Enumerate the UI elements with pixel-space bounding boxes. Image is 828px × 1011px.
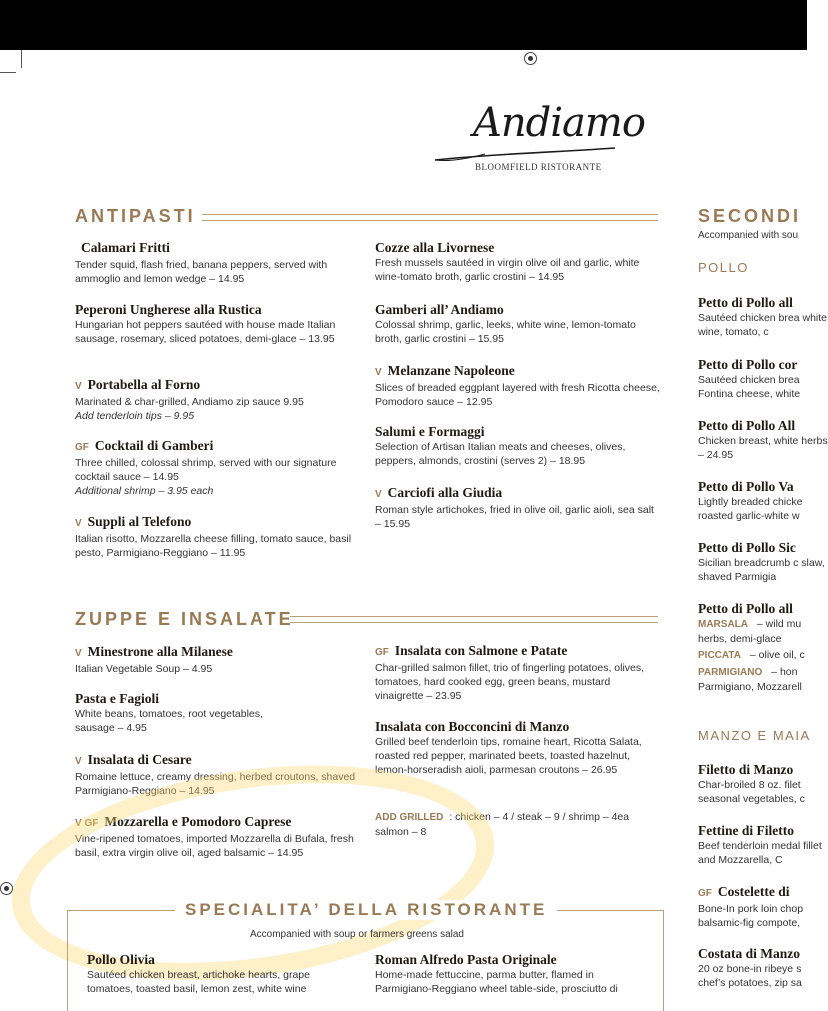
item-name: Petto di Pollo All — [698, 418, 796, 433]
item-description: Roman style artichokes, fried in olive oil, garlic aioli, sea salt – 15.95 — [375, 504, 654, 530]
item-description: Lightly breaded chicke roasted garlic-white w — [698, 496, 803, 522]
item-description: Beef tenderloin medal fillet and Mozzarella, C — [698, 840, 822, 866]
item-name: Suppli al Telefono — [87, 514, 192, 529]
logo-subtitle: BLOOMFIELD RISTORANTE — [475, 162, 602, 172]
item-name: Filetto di Manzo — [698, 762, 794, 777]
item-name: Costelette di — [717, 884, 790, 899]
item-description: Sautéed chicken brea white wine, tomato, c — [698, 312, 827, 338]
item-description: Char-grilled salmon fillet, trio of fingerling potatoes, olives, tomatoes, hard cooked egg, green beans, mustard vinaigrette – 23.95 — [375, 662, 645, 702]
antipasti-rule — [202, 214, 658, 221]
antipasti-title: ANTIPASTI — [75, 206, 196, 226]
item-description: Fresh mussels sautéed in virgin olive oil and garlic, white wine-tomato broth, garlic crostini – 14.95 — [375, 257, 640, 283]
menu-item — [698, 762, 807, 806]
item-name: Pasta e Fagioli — [75, 691, 159, 706]
secondi-title: SECONDI — [698, 206, 802, 226]
gluten-free-tag: GF — [698, 888, 712, 899]
item-name: Insalata con Bocconcini di Manzo — [375, 719, 570, 734]
add-grilled-note — [375, 810, 650, 839]
vegetarian-tag: V — [75, 648, 82, 659]
menu-item — [75, 240, 360, 286]
menu-item — [75, 377, 360, 423]
item-description: Home-made fettuccine, parma butter, flamed in Parmigiano-Reggiano wheel table-side, prosciutto di — [375, 969, 618, 995]
item-name: Mozzarella e Pomodoro Caprese — [104, 814, 292, 829]
item-name: Calamari Fritti — [81, 240, 170, 255]
item-addon: Add tenderloin tips – 9.95 — [75, 410, 195, 422]
item-name: Gamberi all’ Andiamo — [375, 302, 504, 317]
item-description: Colossal shrimp, garlic, leeks, white wine, lemon-tomato broth, garlic crostini – 15.95 — [375, 319, 636, 345]
menu-item — [698, 418, 828, 462]
item-description: Bone-In pork loin chop balsamic-fig compote, — [698, 903, 804, 929]
item-name: Peperoni Ungherese alla Rustica — [75, 302, 262, 317]
gluten-free-tag: GF — [375, 647, 389, 658]
dietary-tags: V GF — [75, 818, 99, 829]
item-name: Salumi e Formaggi — [375, 424, 485, 439]
menu-item — [698, 823, 822, 867]
item-description: Char-broiled 8 oz. filet seasonal vegetables, c — [698, 779, 805, 805]
zuppe-rule — [290, 616, 658, 623]
menu-item — [75, 438, 360, 498]
menu-item — [75, 302, 360, 346]
item-name: Cozze alla Livornese — [375, 240, 495, 255]
secondi-subtitle: Accompanied with sou — [698, 230, 799, 241]
menu-item — [375, 424, 660, 468]
item-name: Fettine di Filetto — [698, 823, 794, 838]
menu-item — [698, 357, 807, 401]
item-description: Sautéed chicken breast, artichoke hearts, grape tomatoes, toasted basil, lemon zest, white wine — [87, 969, 310, 995]
add-grilled-label: ADD GRILLED — [375, 812, 444, 823]
item-description: Sautéed chicken brea Fontina cheese, white — [698, 374, 801, 400]
item-name: Petto di Pollo all — [698, 601, 793, 616]
item-description: Vine-ripened tomatoes, imported Mozzarella di Bufala, fresh basil, extra virgin olive oil, aged balsamic – 14.95 — [75, 833, 354, 859]
pollo-title: POLLO — [698, 260, 749, 275]
item-name: Costata di Manzo — [698, 946, 800, 961]
menu-item — [698, 479, 807, 523]
vegetarian-tag: V — [375, 489, 382, 500]
item-name: Insalata di Cesare — [87, 752, 192, 767]
menu-item — [375, 952, 650, 996]
specialita-subtitle: Accompanied with soup or farmers greens salad — [250, 929, 464, 940]
menu-item — [75, 752, 360, 798]
item-name: Melanzane Napoleone — [387, 363, 515, 378]
item-description: Three chilled, colossal shrimp, served with our signature cocktail sauce – 14.95 — [75, 457, 337, 483]
menu-item — [375, 485, 660, 531]
item-name: Carciofi alla Giudia — [387, 485, 503, 500]
top-black-bar — [0, 0, 807, 50]
restaurant-logo — [430, 100, 645, 180]
menu-item — [698, 946, 807, 990]
menu-item — [75, 644, 360, 676]
menu-item — [375, 240, 660, 284]
zuppe-title: ZUPPE E INSALATE — [75, 609, 294, 629]
item-name: Portabella al Forno — [87, 377, 201, 392]
gluten-free-tag: GF — [75, 442, 89, 453]
menu-item — [87, 952, 352, 996]
item-description: Grilled beef tenderloin tips, romaine heart, Ricotta Salata, roasted red pepper, marinated beets, toasted hazelnut, lemon-horseradish aioli, parmesan croutons – 26.95 — [375, 736, 642, 776]
item-name: Minestrone alla Milanese — [87, 644, 233, 659]
menu-item — [375, 643, 660, 703]
registration-mark-top — [524, 52, 537, 65]
item-description: Italian Vegetable Soup – 4.95 — [75, 663, 213, 675]
item-name: Cocktail di Gamberi — [94, 438, 214, 453]
menu-item: Petto di Pollo all MARSALA – wild mu herbs, demi-glace PICCATA – olive oil, c PARMIGIANO – hon Parmigiano, Mozzarell — [698, 601, 807, 694]
item-description: Slices of breaded eggplant layered with fresh Ricotta cheese, Pomodoro sauce – 12.95 — [375, 382, 660, 408]
registration-mark-left — [0, 882, 13, 895]
menu-item — [375, 719, 660, 777]
item-name: Petto di Pollo Sic — [698, 540, 796, 555]
item-name: Pollo Olivia — [87, 952, 155, 967]
item-description: Italian risotto, Mozzarella cheese filling, tomato sauce, basil pesto, Parmigiano-Reggiano – 11.95 — [75, 533, 352, 559]
item-description: Selection of Artisan Italian meats and cheeses, olives, peppers, almonds, crostini (serves 2) – 18.95 — [375, 441, 626, 467]
menu-item — [698, 540, 825, 584]
item-description: Chicken breast, white herbs – 24.95 — [698, 435, 828, 461]
crop-mark-vertical — [21, 50, 22, 68]
vegetarian-tag: V — [75, 756, 82, 767]
item-name: Insalata con Salmone e Patate — [394, 643, 568, 658]
item-description: Marinated & char-grilled, Andiamo zip sauce 9.95 — [75, 396, 304, 408]
item-description: Sicilian breadcrumb c slaw, shaved Parmigia — [698, 557, 825, 583]
add-grilled-text: : chicken – 4 / steak – 9 / shrimp – 4ea salmon – 8 — [375, 811, 630, 838]
item-description: Tender squid, flash fried, banana peppers, served with ammoglio and lemon wedge – 14.95 — [75, 259, 328, 285]
crop-mark-horizontal — [0, 72, 16, 73]
manzo-title: MANZO E MAIA — [698, 728, 811, 743]
menu-item — [375, 302, 660, 346]
specialita-title: SPECIALITA’ DELLA RISTORANTE — [175, 900, 557, 920]
item-description: 20 oz bone-in ribeye s chef’s potatoes, zip sa — [698, 963, 802, 989]
menu-item — [75, 691, 295, 735]
item-description: White beans, tomatoes, root vegetables, sausage – 4.95 — [75, 708, 263, 734]
item-name: Petto di Pollo cor — [698, 357, 798, 372]
item-name: Petto di Pollo all — [698, 295, 793, 310]
vegetarian-tag: V — [75, 381, 82, 392]
item-description: Hungarian hot peppers sautéed with house made Italian sausage, rosemary, sliced potatoes, demi-glace – 13.95 — [75, 319, 336, 345]
menu-item — [698, 295, 827, 339]
vegetarian-tag: V — [75, 518, 82, 529]
menu-item — [698, 884, 807, 930]
item-description: Romaine lettuce, creamy dressing, herbed croutons, shaved Parmigiano-Reggiano – 14.95 — [75, 771, 356, 797]
vegetarian-tag: V — [375, 367, 382, 378]
menu-item — [375, 363, 660, 409]
item-addon: Additional shrimp – 3.95 each — [75, 485, 214, 497]
item-name: Petto di Pollo Va — [698, 479, 794, 494]
logo-script: Andiamo — [473, 100, 645, 146]
menu-item — [75, 514, 360, 560]
item-name: Roman Alfredo Pasta Originale — [375, 952, 557, 967]
menu-item — [75, 814, 360, 860]
